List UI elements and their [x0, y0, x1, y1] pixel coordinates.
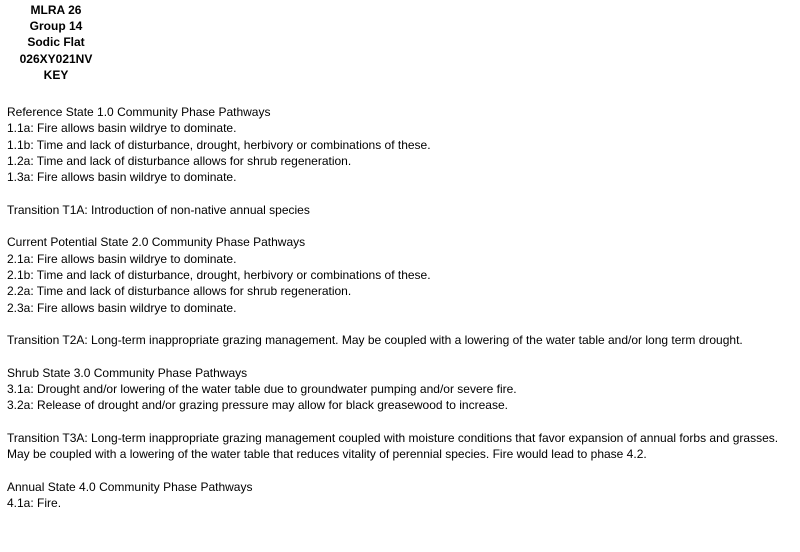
pathway-line: 4.1a: Fire. [7, 496, 62, 511]
pathway-line: 1.1a: Fire allows basin wildrye to dominate. [7, 121, 237, 136]
header-mlra: MLRA 26 [30, 3, 82, 17]
transition-paragraph: Transition T1A: Introduction of non-native annual species [7, 202, 310, 217]
pathway-line: 1.2a: Time and lack of disturbance allows for shrub regeneration. [7, 153, 352, 168]
header-key: KEY [43, 67, 69, 82]
section-title: Annual State 4.0 Community Phase Pathways [7, 479, 253, 494]
transition-t2a-section [7, 332, 795, 348]
pathway-line: 1.1b: Time and lack of disturbance, drought, herbivory or combinations of these. [7, 137, 431, 152]
section-title: Current Potential State 2.0 Community Phase Pathways [7, 235, 306, 250]
document-body [7, 104, 795, 528]
pathway-line: 1.3a: Fire allows basin wildrye to dominate. [7, 170, 237, 185]
document-header [0, 2, 112, 83]
transition-paragraph: Transition T3A: Long-term inappropriate grazing management coupled with moisture conditions that favor expansion of annual forbs and grasses. May be coupled with a lowering of the water table that reduces vitality of perennial species. Fire would lead to phase 4.2. [7, 430, 779, 462]
pathway-line: 3.1a: Drought and/or lowering of the water table due to groundwater pumping and/or severe fire. [7, 382, 517, 397]
header-site-id: 026XY021NV [19, 51, 93, 66]
header-group: Group 14 [29, 19, 83, 34]
pathway-line: 2.1b: Time and lack of disturbance, drought, herbivory or combinations of these. [7, 267, 431, 282]
annual-state-section [7, 479, 795, 512]
section-title: Shrub State 3.0 Community Phase Pathways [7, 365, 248, 380]
reference-state-section [7, 104, 795, 185]
pathway-line: 2.1a: Fire allows basin wildrye to dominate. [7, 251, 237, 266]
pathway-line: 3.2a: Release of drought and/or grazing pressure may allow for black greasewood to increase. [7, 398, 508, 413]
transition-paragraph: Transition T2A: Long-term inappropriate grazing management. May be coupled with a lowering of the water table and/or long term drought. [7, 333, 743, 348]
section-title: Reference State 1.0 Community Phase Pathways [7, 105, 271, 119]
shrub-state-section [7, 365, 795, 414]
transition-t1a-section [7, 202, 795, 218]
pathway-line: 2.3a: Fire allows basin wildrye to dominate. [7, 300, 237, 315]
pathway-line: 2.2a: Time and lack of disturbance allows for shrub regeneration. [7, 284, 352, 299]
current-potential-state-section [7, 234, 795, 315]
header-site-name: Sodic Flat [27, 35, 85, 50]
transition-t3a-section [7, 430, 795, 463]
